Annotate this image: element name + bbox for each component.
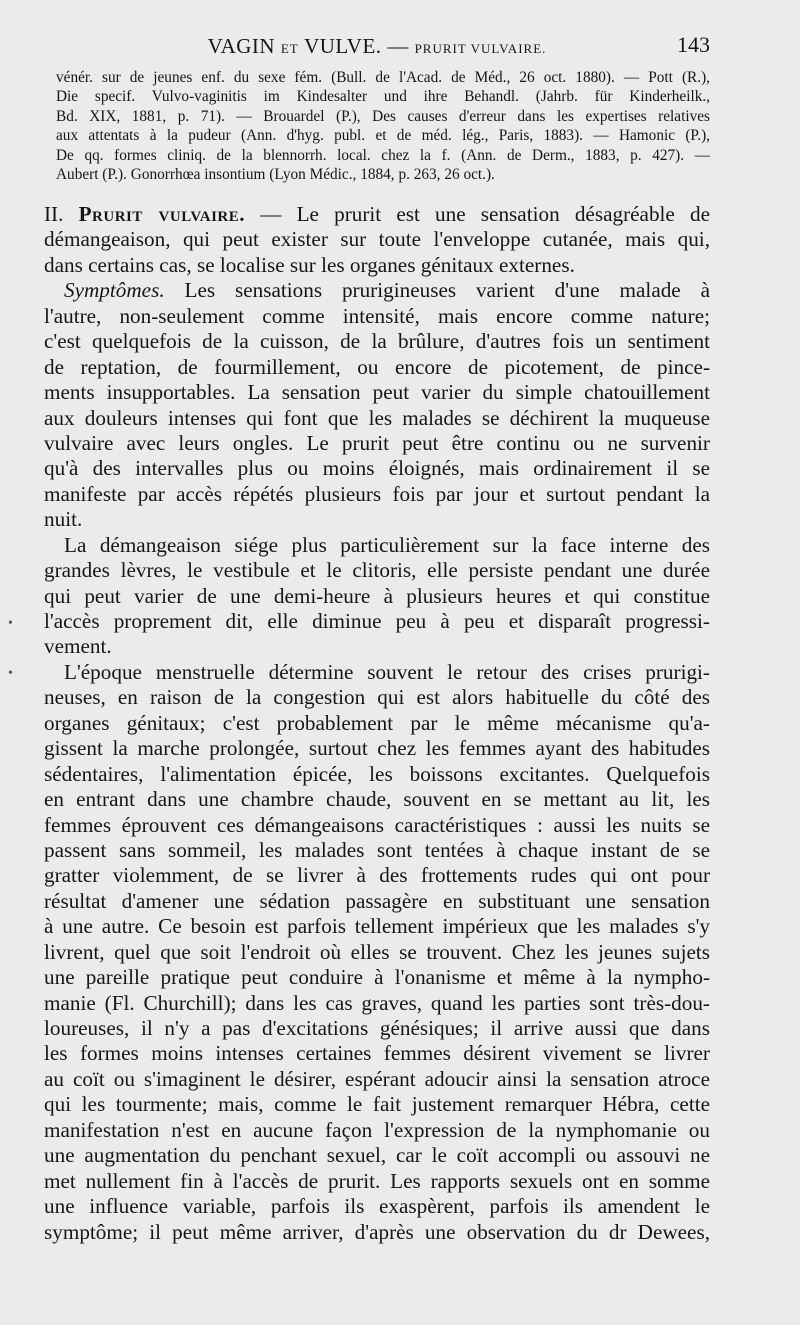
text-line: une influence variable, parfois ils exaspèrent, parfois ils amendent le <box>44 1194 710 1219</box>
page-number: 143 <box>677 32 710 57</box>
text-line: sédentaires, l'alimentation épicée, les boissons excitantes. Quelquefois <box>44 761 710 786</box>
title-part-2: VULVE. — <box>298 34 415 58</box>
footnote-line: Bd. XIX, 1881, p. 71). — Brouardel (P.), Des causes d'erreur dans les expertises relatives <box>56 107 710 125</box>
text-line: les formes moins intenses certaines femmes désirent vivement se livrer <box>44 1041 710 1066</box>
text-line: — Le prurit est une sensation désagréable de <box>245 202 710 226</box>
text-line: vulvaire avec leurs ongles. Le prurit peut être continu ou ne survenir <box>44 430 710 455</box>
text-line: loureuses, il n'y a pas d'excitations génésiques; il arrive aussi que dans <box>44 1016 710 1040</box>
text-line: l'autre, non-seulement comme intensité, mais encore comme nature; <box>44 303 710 328</box>
text-line: de reptation, de fourmillement, ou encore de picotement, de pince- <box>44 354 710 379</box>
text-line: aux douleurs intenses qui font que les malades se déchirent la muqueuse <box>44 405 710 430</box>
margin-mark: • <box>8 616 13 631</box>
body-text <box>44 202 710 1245</box>
text-line: qu'à des intervalles plus ou moins éloignés, mais ordinairement il se <box>44 456 710 481</box>
text-line: met nullement fin à l'accès de prurit. Les rapports sexuels ont en somme <box>44 1168 710 1193</box>
section-heading: Prurit vulvaire. <box>78 202 246 226</box>
text-line: femmes éprouvent ces démangeaisons caractéristiques : aussi les nuits se <box>44 812 710 837</box>
footnote-line: Die specif. Vulvo-vaginitis im Kindesalter und ihre Behandl. (Jahrb. für Kinderheilk., <box>56 88 710 106</box>
section-heading-line <box>44 202 710 227</box>
bibliography-footnotes <box>56 68 710 184</box>
symptomes-line <box>44 278 710 303</box>
text-line: dans certains cas, se localise sur les organes génitaux externes. <box>44 252 575 277</box>
text-line: L'époque menstruelle détermine souvent le retour des crises prurigi- <box>64 659 710 684</box>
footnote-line: vénér. sur de jeunes enf. du sexe fém. (Bull. de l'Acad. de Méd., 26 oct. 1880). — Pott (R.), <box>56 69 710 86</box>
margin-mark: • <box>8 666 13 681</box>
text-line: Les sensations prurigineuses varient d'une malade à <box>164 278 710 303</box>
text-line: manifestation n'est en aucune façon l'expression de la nymphomanie ou <box>44 1117 710 1142</box>
text-line: passent sans sommeil, les malades sont tentées à chaque instant de se <box>44 837 710 862</box>
text-line: manie (Fl. Churchill); dans les cas graves, quand les parties sont très-dou- <box>44 990 710 1015</box>
text-line: en entrant dans une chambre chaude, souvent en se mettant au lit, les <box>44 787 710 812</box>
symptomes-label: Symptômes. <box>64 278 165 303</box>
running-title <box>44 34 710 59</box>
footnote-line: aux attentats à la pudeur (Ann. d'hyg. publ. et de méd. lég., Paris, 1883). — Hamonic (P.), <box>56 127 710 145</box>
text-line: ments insupportables. La sensation peut varier du simple chatouillement <box>44 380 710 405</box>
text-line: l'accès proprement dit, elle diminue peu à peu et disparaît progressi- <box>44 609 710 633</box>
text-line: neuses, en raison de la congestion qui est alors habituelle du côté des <box>44 685 710 710</box>
text-line: une augmentation du penchant sexuel, car le coït accompli ou assouvi ne <box>44 1143 710 1168</box>
text-line: résultat d'amener une sédation passagère en substituant une sensation <box>44 888 710 913</box>
text-line: organes génitaux; c'est probablement par le même mécanisme qu'a- <box>44 710 710 735</box>
footnote-line: De qq. formes cliniq. de la blennorrh. local. chez la f. (Ann. de Derm., 1883, p. 427). — <box>56 146 710 164</box>
text-line: c'est quelquefois de la cuisson, de la brûlure, d'autres fois un sentiment <box>44 329 710 354</box>
text-line: symptôme; il peut même arriver, d'après une observation du dr Dewees, <box>44 1219 710 1244</box>
title-et: ET <box>280 41 299 56</box>
text-line: livrent, quel que soit l'endroit où elles se trouvent. Chez les jeunes sujets <box>44 939 710 964</box>
text-line: qui les tourmente; mais, comme le fait justement remarquer Hébra, cette <box>44 1092 710 1117</box>
text-line: gissent la marche prolongée, surtout chez les femmes ayant des habitudes <box>44 736 710 761</box>
title-part-1: VAGIN <box>207 34 281 58</box>
title-subtitle: PRURIT VULVAIRE. <box>414 41 547 56</box>
text-line: nuit. <box>44 507 83 532</box>
text-line: démangeaison, qui peut exister sur toute l'enveloppe cutanée, mais qui, <box>44 227 710 252</box>
text-line: manifeste par accès répétés plusieurs fois par jour et surtout pendant la <box>44 481 710 506</box>
text-line: au coït ou s'imaginent le désirer, espérant adoucir ainsi la sensation atroce <box>44 1066 710 1091</box>
text-line: qui peut varier de une demi-heure à plusieurs heures et qui constitue <box>44 583 710 608</box>
section-number: II. <box>44 202 64 226</box>
text-line: vement. <box>44 634 112 659</box>
text-line: grandes lèvres, le vestibule et le clitoris, elle persiste pendant une durée <box>44 558 710 583</box>
text-line: gratter violemment, de se livrer à des frottements rudes qui ont pour <box>44 863 710 888</box>
running-header <box>44 32 710 62</box>
text-line: La démangeaison siége plus particulièrement sur la face interne des <box>64 532 710 557</box>
text-line: à une autre. Ce besoin est parfois tellement impérieux que les malades s'y <box>44 914 710 939</box>
footnote-line: Aubert (P.). Gonorrhœa insontium (Lyon Médic., 1884, p. 263, 26 oct.). <box>56 166 495 184</box>
text-line: une pareille pratique peut conduire à l'onanisme et même à la nympho- <box>44 965 710 990</box>
